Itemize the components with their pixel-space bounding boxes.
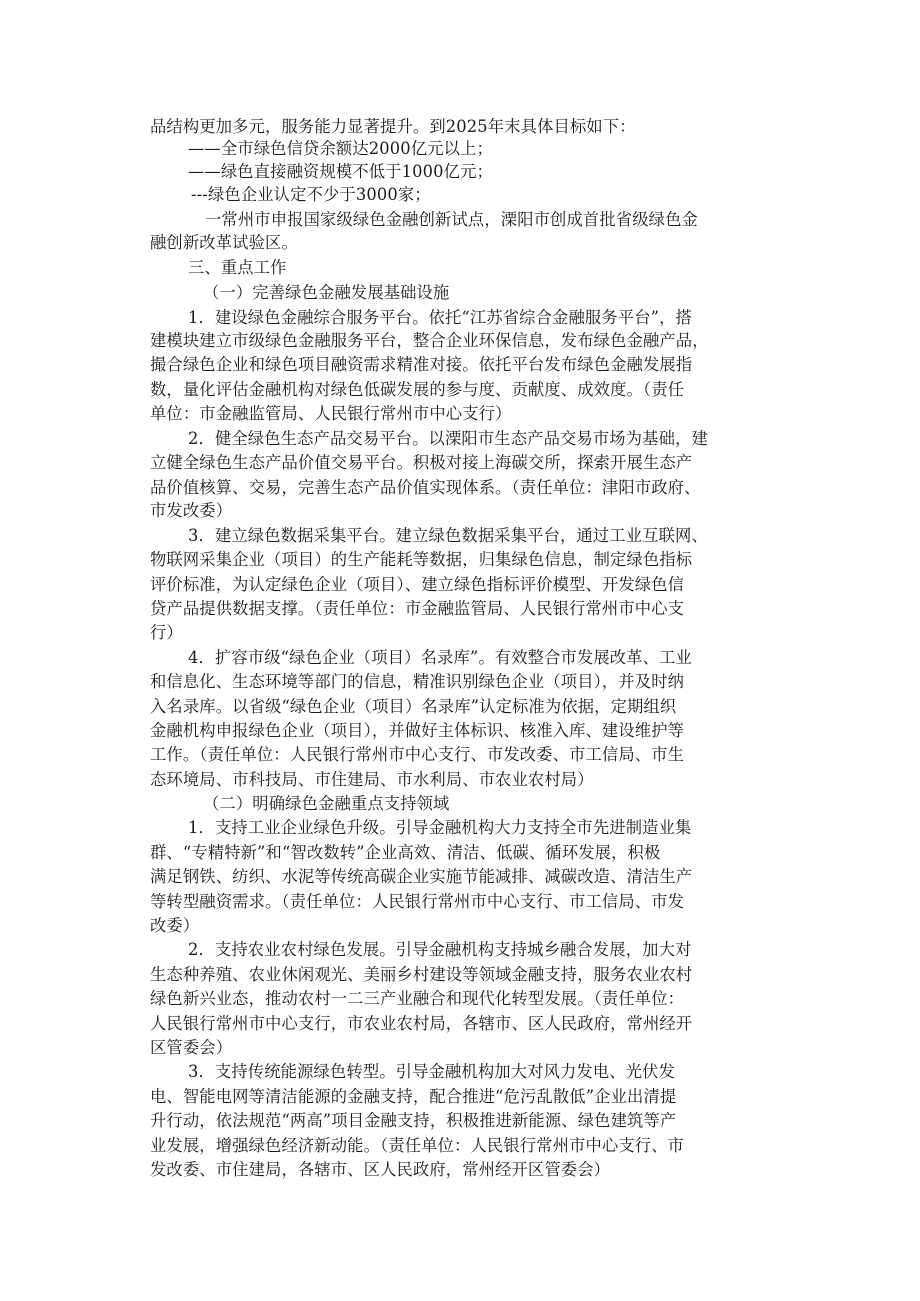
paragraph-start: 1．支持工业企业绿色升级。引导金融机构大力支持全市先进制造业集	[188, 818, 692, 837]
paragraph-start: 1．建设绿色金融综合服务平台。依托“江苏省综合金融服务平台”，搭	[188, 308, 692, 327]
body-text-line: 市发改委）	[150, 501, 233, 520]
body-text-line: 满足钢铁、纺织、水泥等传统高碳企业实施节能减排、减碳改造、清洁生产	[150, 867, 693, 886]
body-text-line: 品价值核算、交易，完善生态产品价值实现体系。（责任单位：津阳市政府、	[150, 478, 701, 497]
paragraph-start: 3．建立绿色数据采集平台。建立绿色数据采集平台，通过工业互联网、	[188, 526, 708, 545]
paragraph-start: 2．支持农业农村绿色发展。引导金融机构支持城乡融合发展，加大对	[188, 940, 692, 959]
body-text-line: 单位：市金融监管局、人民银行常州市中心支行）	[150, 404, 512, 423]
body-text-line: 撮合绿色企业和绿色项目融资需求精准对接。依托平台发布绿色金融发展指	[150, 355, 693, 374]
body-text-line: 电、智能电网等清洁能源的金融支持，配合推进“危污乱散低”企业出清提	[150, 1087, 677, 1106]
body-text-line: 一常州市申报国家级绿色金融创新试点，溧阳市创成首批省级绿色金	[205, 210, 698, 229]
body-text-line: 升行动，依法规范“两高”项目金融支持，积极推进新能源、绿色建筑等产	[150, 1111, 677, 1130]
body-text-line: 立健全绿色生态产品价值交易平台。积极对接上海碳交所，探索开展生态产	[150, 453, 693, 472]
body-text-line: 入名录库。以省级“绿色企业（项目）名录库”认定标准为依据，定期组织	[150, 697, 677, 716]
body-text-line: 群、“专精特新”和“智改数转”企业高效、清洁、低碳、循环发展，积极	[150, 843, 661, 862]
body-text-line: 发改委、市住建局，各辖市、区人民政府，常州经开区管委会）	[150, 1160, 611, 1179]
body-text-line: 品结构更加多元，服务能力显著提升。到2025年末具体目标如下：	[150, 117, 636, 136]
body-text-line: 评价标准，为认定绿色企业（项目）、建立绿色指标评价模型、开发绿色信	[150, 575, 685, 594]
target-item: ——绿色直接融资规模不低于1000亿元；	[188, 162, 493, 181]
body-text-line: 物联网采集企业（项目）的生产能耗等数据，归集绿色信息，制定绿色指标	[150, 550, 693, 569]
paragraph-start: 2．健全绿色生态产品交易平台。以溧阳市生态产品交易市场为基础，建	[188, 429, 708, 448]
subsection-heading: （一）完善绿色金融发展基础设施	[203, 283, 450, 302]
body-text-line: 融创新改革试验区。	[150, 233, 298, 252]
body-text-line: 改委）	[150, 916, 200, 935]
paragraph-start: 4．扩容市级“绿色企业（项目）名录库”。有效整合市发展改革、工业	[188, 648, 692, 667]
body-text-line: 贷产品提供数据支撑。（责任单位：市金融监管局、人民银行常州市中心支	[150, 599, 685, 618]
target-item: ——全市绿色信贷余额达2000亿元以上；	[188, 139, 493, 158]
body-text-line: 生态种养殖、农业休闲观光、美丽乡村建设等领域金融支持，服务农业农村	[150, 965, 693, 984]
body-text-line: 建模块建立市级绿色金融服务平台，整合企业环保信息，发布绿色金融产品，	[150, 331, 709, 350]
target-item: ---绿色企业认定不少于3000家；	[191, 185, 431, 204]
body-text-line: 和信息化、生态环境等部门的信息，精准识别绿色企业（项目），并及时纳	[150, 672, 685, 691]
body-text-line: 等转型融资需求。（责任单位：人民银行常州市中心支行、市工信局、市发	[150, 892, 685, 911]
body-text-line: 金融机构申报绿色企业（项目），并做好主体标识、核准入库、建设维护等	[150, 721, 685, 740]
subsection-heading: （二）明确绿色金融重点支持领域	[203, 794, 450, 813]
body-text-line: 区管委会）	[150, 1038, 233, 1057]
body-text-line: 态环境局、市科技局、市住建局、市水利局、市农业农村局）	[150, 770, 594, 789]
paragraph-start: 3．支持传统能源绿色转型。引导金融机构加大对风力发电、光伏发	[188, 1062, 676, 1081]
body-text-line: 数，量化评估金融机构对绿色低碳发展的参与度、贡献度、成效度。（责任	[150, 380, 685, 399]
body-text-line: 业发展，增强绿色经济新动能。（责任单位：人民银行常州市中心支行、市	[150, 1136, 685, 1155]
body-text-line: 工作。（责任单位：人民银行常州市中心支行、市发改委、市工信局、市生	[150, 745, 685, 764]
body-text-line: 行）	[150, 623, 183, 642]
body-text-line: 绿色新兴业态，推动农村一二三产业融合和现代化转型发展。（责任单位：	[150, 989, 685, 1008]
section-heading: 三、重点工作	[188, 258, 287, 277]
body-text-line: 人民银行常州市中心支行，市农业农村局，各辖市、区人民政府，常州经开	[150, 1014, 693, 1033]
